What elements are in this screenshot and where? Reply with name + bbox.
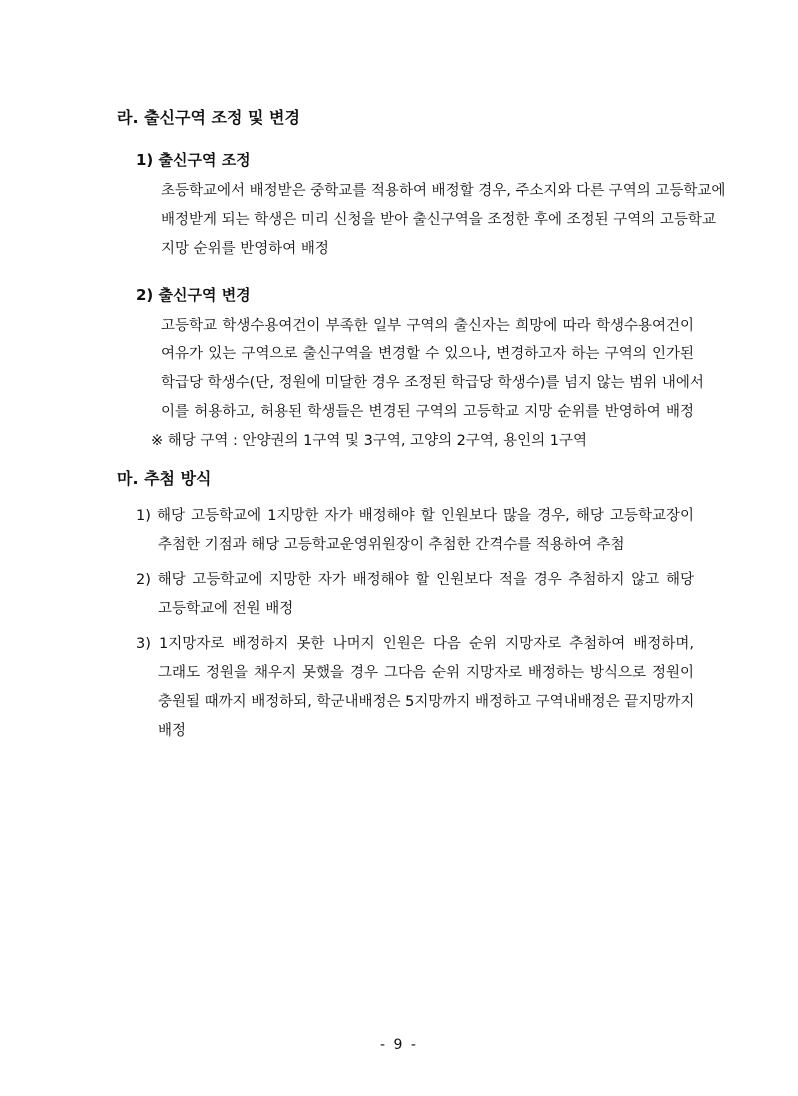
ma-item-line: 고등학교에 전원 배정 xyxy=(158,601,294,617)
sub1-line: 초등학교에서 배정받은 중학교를 적용하여 배정할 경우, 주소지와 다른 구역의 고등학교에 xyxy=(161,183,726,199)
ma-item-line: 그래도 정원을 채우지 못했을 경우 그다음 순위 지망자로 배정하는 방식으로 정원이 xyxy=(158,665,694,681)
section-ra-title: 라. 출신구역 조정 및 변경 xyxy=(117,108,300,127)
ma-item-line: 배정 xyxy=(158,723,187,739)
ma-item-line: 추첨한 기점과 해당 고등학교운영위원장이 추첨한 간격수를 적용하여 추첨 xyxy=(158,537,625,553)
sub2-line: 이를 허용하고, 허용된 학생들은 변경된 구역의 고등학교 지망 순위를 반영하여 배정 xyxy=(161,404,694,420)
sub2-line: 학급당 학생수(단, 정원에 미달한 경우 조정된 학급당 학생수)를 넘지 않는 범위 내에서 xyxy=(161,375,704,391)
ma-item-line: 충원될 때까지 배정하되, 학군내배정은 5지망까지 배정하고 구역내배정은 끝지망까지 xyxy=(158,694,695,710)
ma-item-line: 3) 1지망자로 배정하지 못한 나머지 인원은 다음 순위 지망자로 추첨하여 배정하며, xyxy=(136,636,694,652)
sub2-note: ※ 해당 구역 : 안양권의 1구역 및 3구역, 고양의 2구역, 용인의 1구역 xyxy=(151,433,588,449)
page-number: - 9 - xyxy=(380,1037,418,1053)
sub2-line: 여유가 있는 구역으로 출신구역을 변경할 수 있으나, 변경하고자 하는 구역의 인가된 xyxy=(161,346,694,362)
sub2-line: 고등학교 학생수용여건이 부족한 일부 구역의 출신자는 희망에 따라 학생수용여건이 xyxy=(161,318,694,334)
sub1-line: 배정받게 되는 학생은 미리 신청을 받아 출신구역을 조정한 후에 조정된 구역의 고등학교 xyxy=(161,212,716,228)
ma-item-line: 2) 해당 고등학교에 지망한 자가 배정해야 할 인원보다 적을 경우 추첨하지 않고 해당 xyxy=(136,572,694,588)
section-ma-title: 마. 추첨 방식 xyxy=(117,469,212,488)
sub1-title: 1) 출신구역 조정 xyxy=(136,151,251,169)
ma-item-line: 1) 해당 고등학교에 1지망한 자가 배정해야 할 인원보다 많을 경우, 해당 고등학교장이 xyxy=(136,508,694,524)
sub1-line: 지망 순위를 반영하여 배정 xyxy=(161,241,329,257)
sub2-title: 2) 출신구역 변경 xyxy=(136,286,251,304)
